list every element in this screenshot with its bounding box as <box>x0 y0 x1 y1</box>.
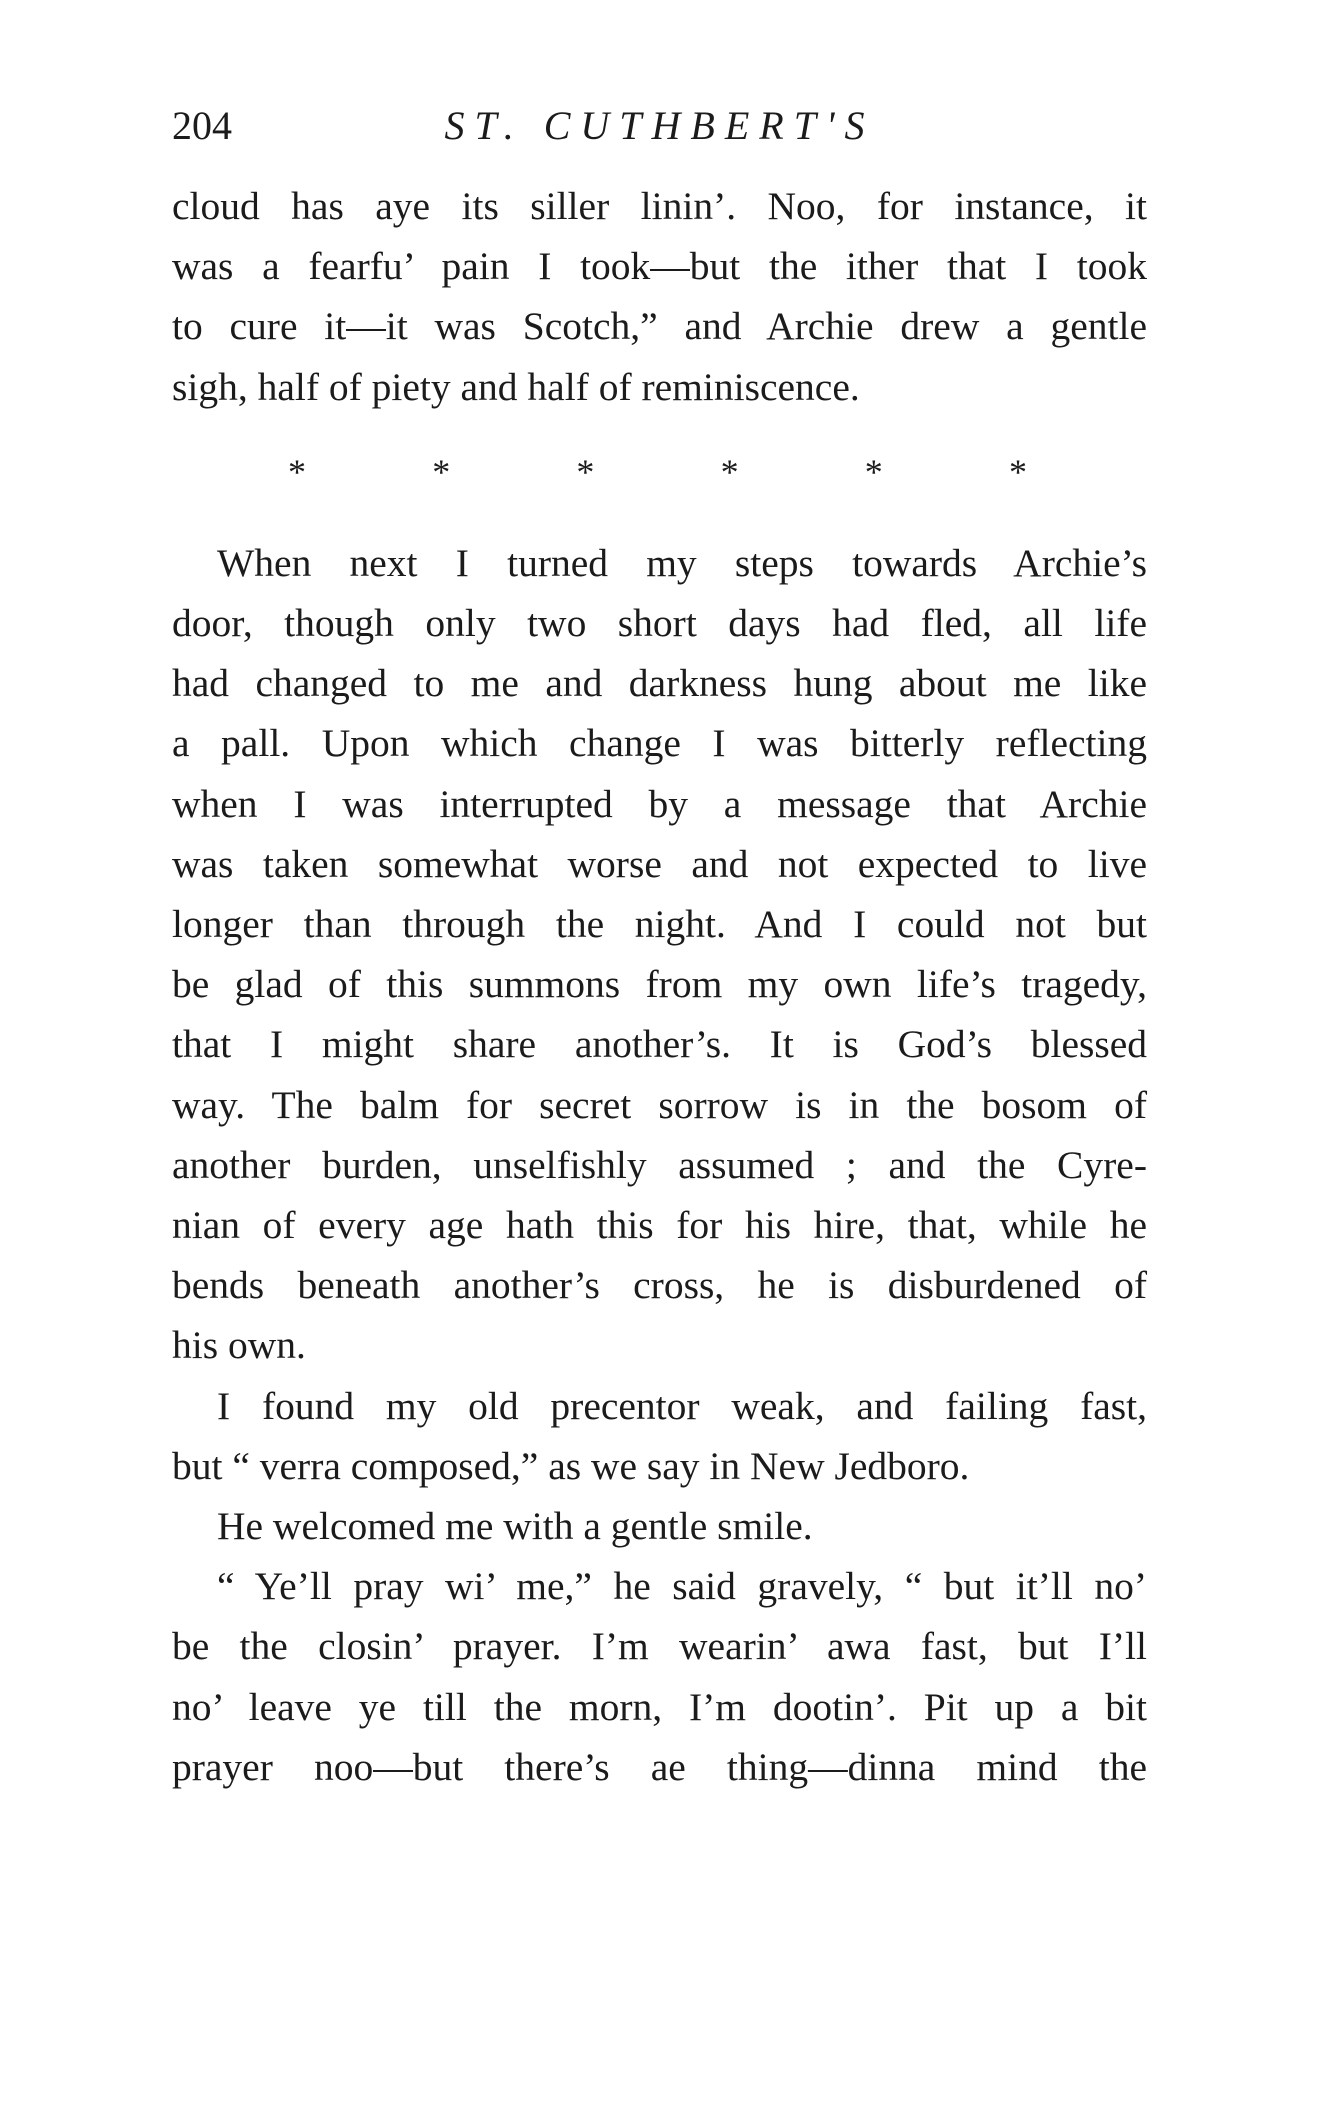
text-line: When next I turned my steps towards Archie’s <box>217 540 1147 585</box>
text-line: was a fearfu’ pain I took—but the ither that I took <box>172 244 1147 289</box>
text-line: when I was interrupted by a message that Archie <box>172 781 1147 826</box>
text-line: He welcomed me with a gentle smile. <box>217 1504 813 1549</box>
running-head <box>172 96 1147 156</box>
paragraph <box>172 533 1147 1376</box>
paragraph <box>172 1496 1147 1556</box>
body-text <box>172 176 1147 1797</box>
paragraph <box>172 1556 1147 1797</box>
text-line: be the closin’ prayer. I’m wearin’ awa fast, but I’ll <box>172 1624 1147 1669</box>
text-line: to cure it—it was Scotch,” and Archie drew a gentle <box>172 304 1147 349</box>
asterisk: * <box>576 451 595 492</box>
text-line: door, though only two short days had fled, all life <box>172 601 1147 646</box>
text-line: bends beneath another’s cross, he is disburdened of <box>172 1263 1147 1308</box>
text-line: another burden, unselfishly assumed ; and the Cyre- <box>172 1142 1147 1187</box>
text-line: be glad of this summons from my own life’s tragedy, <box>172 962 1147 1007</box>
asterisk: * <box>1008 451 1027 492</box>
text-line: that I might share another’s. It is God’s blessed <box>172 1022 1147 1067</box>
text-line: a pall. Upon which change I was bitterly reflecting <box>172 721 1147 766</box>
text-line: had changed to me and darkness hung about me like <box>172 661 1147 706</box>
text-line: prayer noo—but there’s ae thing—dinna mind the <box>172 1744 1147 1789</box>
text-line: nian of every age hath this for his hire, that, while he <box>172 1203 1147 1248</box>
asterisk: * <box>432 451 451 492</box>
page-number: 204 <box>172 103 232 148</box>
paragraph <box>172 1376 1147 1496</box>
text-line: “ Ye’ll pray wi’ me,” he said gravely, “ but it’ll no’ <box>217 1564 1147 1609</box>
running-title: ST. CUTHBERT'S <box>444 103 875 148</box>
paragraph-continuation <box>172 176 1147 417</box>
text-line: sigh, half of piety and half of reminiscence. <box>172 364 860 409</box>
asterisk: * <box>288 451 306 492</box>
text-line: longer than through the night. And I could not but <box>172 902 1147 947</box>
section-break <box>172 447 1147 497</box>
text-line: way. The balm for secret sorrow is in the bosom of <box>172 1082 1147 1127</box>
text-line: his own. <box>172 1323 306 1368</box>
text-line: but “ verra composed,” as we say in New Jedboro. <box>172 1443 970 1488</box>
text-line: was taken somewhat worse and not expected to live <box>172 841 1147 886</box>
text-line: cloud has aye its siller linin’. Noo, for instance, it <box>172 184 1147 228</box>
text-line: no’ leave ye till the morn, I’m dootin’. Pit up a bit <box>172 1684 1147 1729</box>
asterisk: * <box>720 451 739 492</box>
asterisk: * <box>864 451 883 492</box>
text-line: I found my old precentor weak, and failing fast, <box>217 1383 1147 1428</box>
